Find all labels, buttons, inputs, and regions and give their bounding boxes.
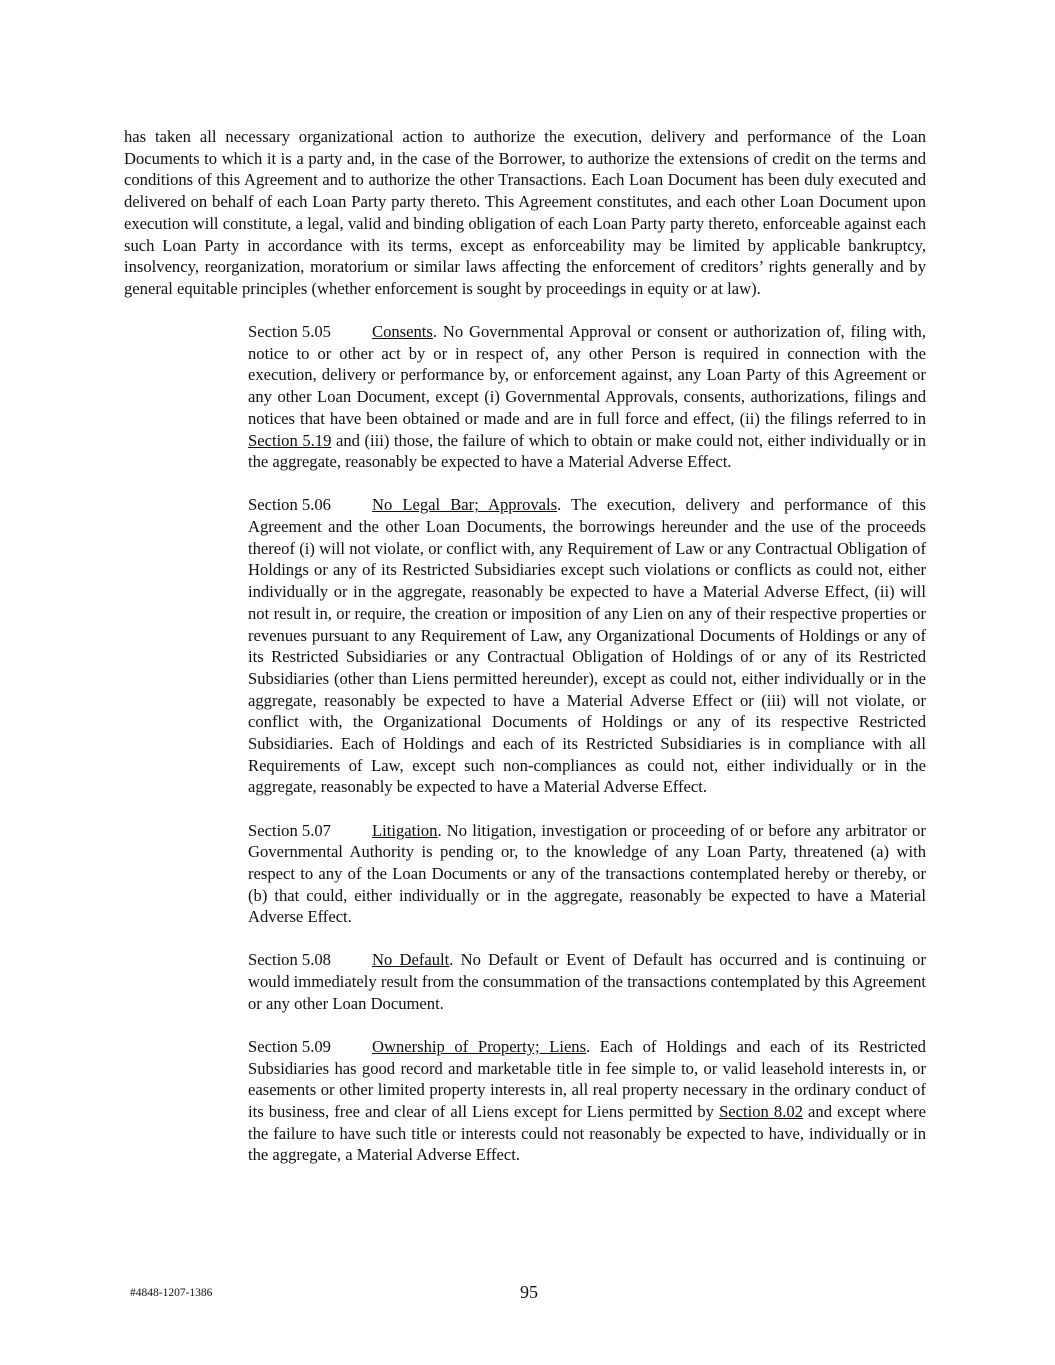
section-5-08: Section 5.08 No Default. No Default or Event of Default has occurred and is continuing or would immediately result from the consummation of the transactions contemplated by this Agreement or any other Loan Document. xyxy=(248,950,927,1013)
section-reference-link[interactable]: Section 8.02 xyxy=(719,1102,803,1122)
section-5-09: Section 5.09 Ownership of Property; Liens. Each of Holdings and each of its Restricted Subsidiaries has good record and marketable title in fee simple to, or valid leasehold interests in, or easements or other limited property interests in, all real property necessary in the ordinary conduct of its business, free and clear of all Liens except for Liens permitted by Section 8.02 and except where the failure to have such title or interests could not reasonably be expected to have, individually or in the aggregate, a Material Adverse Effect. xyxy=(248,1036,927,1165)
section-5-06: Section 5.06 No Legal Bar; Approvals. The execution, delivery and performance of this Agreement and the other Loan Documents, the borrowings hereunder and the use of the proceeds thereof (i) will not violate, or conflict with, any Requirement of Law or any Contractual Obligation of Holdings or any of its Restricted Subsidiaries except such violations or conflicts as could not, either individually or in the aggregate, reasonably be expected to have a Material Adverse Effect, (ii) will not result in, or require, the creation or imposition of any Lien on any of their respective properties or revenues pursuant to any Requirement of Law, any Organizational Documents of Holdings or any of its Restricted Subsidiaries or any Contractual Obligation of Holdings of or any of its Restricted Subsidiaries (other than Liens permitted hereunder), except as could not, either individually or in the aggregate, reasonably be expected to have a Material Adverse Effect or (iii) will not violate, or conflict with, the Organizational Documents of Holdings or any of its respective Restricted Subsidiaries. Each of Holdings and each of its Restricted Subsidiaries is in compliance with all Requirements of Law, except such non-compliances as could not, either individually or in the aggregate, reasonably be expected to have a Material Adverse Effect. xyxy=(248,495,926,797)
section-number: Section 5.09 xyxy=(248,1036,331,1056)
section-title: No Default xyxy=(372,950,450,970)
section-title: Litigation xyxy=(372,820,438,840)
section-number: Section 5.07 xyxy=(248,820,331,840)
section-title: Ownership of Property; Liens xyxy=(372,1036,587,1056)
section-5-05: Section 5.05 Consents. No Governmental Approval or consent or authorization of, filing with, notice to or other act by or in respect of, any other Person is required in connection with the execution, delivery or performance by, or enforcement against, any Loan Party of this Agreement or any other Loan Document, except (i) Governmental Approvals, consents, authorizations, filings and notices that have been obtained or made and are in full force and effect, (ii) the filings referred to in Section 5.19 and (iii) those, the failure of which to obtain or make could not, either individually or in the aggregate, reasonably be expected to have a Material Adverse Effect. xyxy=(248,322,927,472)
section-reference-link[interactable]: Section 5.19 xyxy=(248,430,332,450)
section-5-07: Section 5.07 Litigation. No litigation, investigation or proceeding of or before any arbitrator or Governmental Authority is pending or, to the knowledge of any Loan Party, threatened (a) with respect to any of the Loan Documents or any of the transactions contemplated hereby or thereby, or (b) that could, either individually or in the aggregate, reasonably be expected to have a Material Adverse Effect. xyxy=(248,820,926,927)
intro-paragraph: has taken all necessary organizational action to authorize the execution, delivery and performance of the Loan Documents to which it is a party and, in the case of the Borrower, to authorize the extensions of credit on the terms and conditions of this Agreement and to authorize the other Transactions. Each Loan Document has been duly executed and delivered on behalf of each Loan Party party thereto. This Agreement constitutes, and each other Loan Document upon execution will constitute, a legal, valid and binding obligation of each Loan Party party thereto, enforceable against each such Loan Party in accordance with its terms, except as enforceability may be limited by applicable bankruptcy, insolvency, reorganization, moratorium or similar laws affecting the enforcement of creditors’ rights generally and by general equitable principles (whether enforcement is sought by proceedings in equity or at law). xyxy=(124,127,926,298)
section-title: No Legal Bar; Approvals xyxy=(372,495,558,515)
section-number: Section 5.08 xyxy=(248,950,331,970)
document-body xyxy=(124,126,926,1188)
section-title: Consents xyxy=(372,322,433,342)
section-number: Section 5.06 xyxy=(248,495,331,515)
section-number: Section 5.05 xyxy=(248,322,331,342)
page-number: 95 xyxy=(520,1282,538,1302)
document-id: #4848-1207-1386 xyxy=(130,1287,213,1299)
